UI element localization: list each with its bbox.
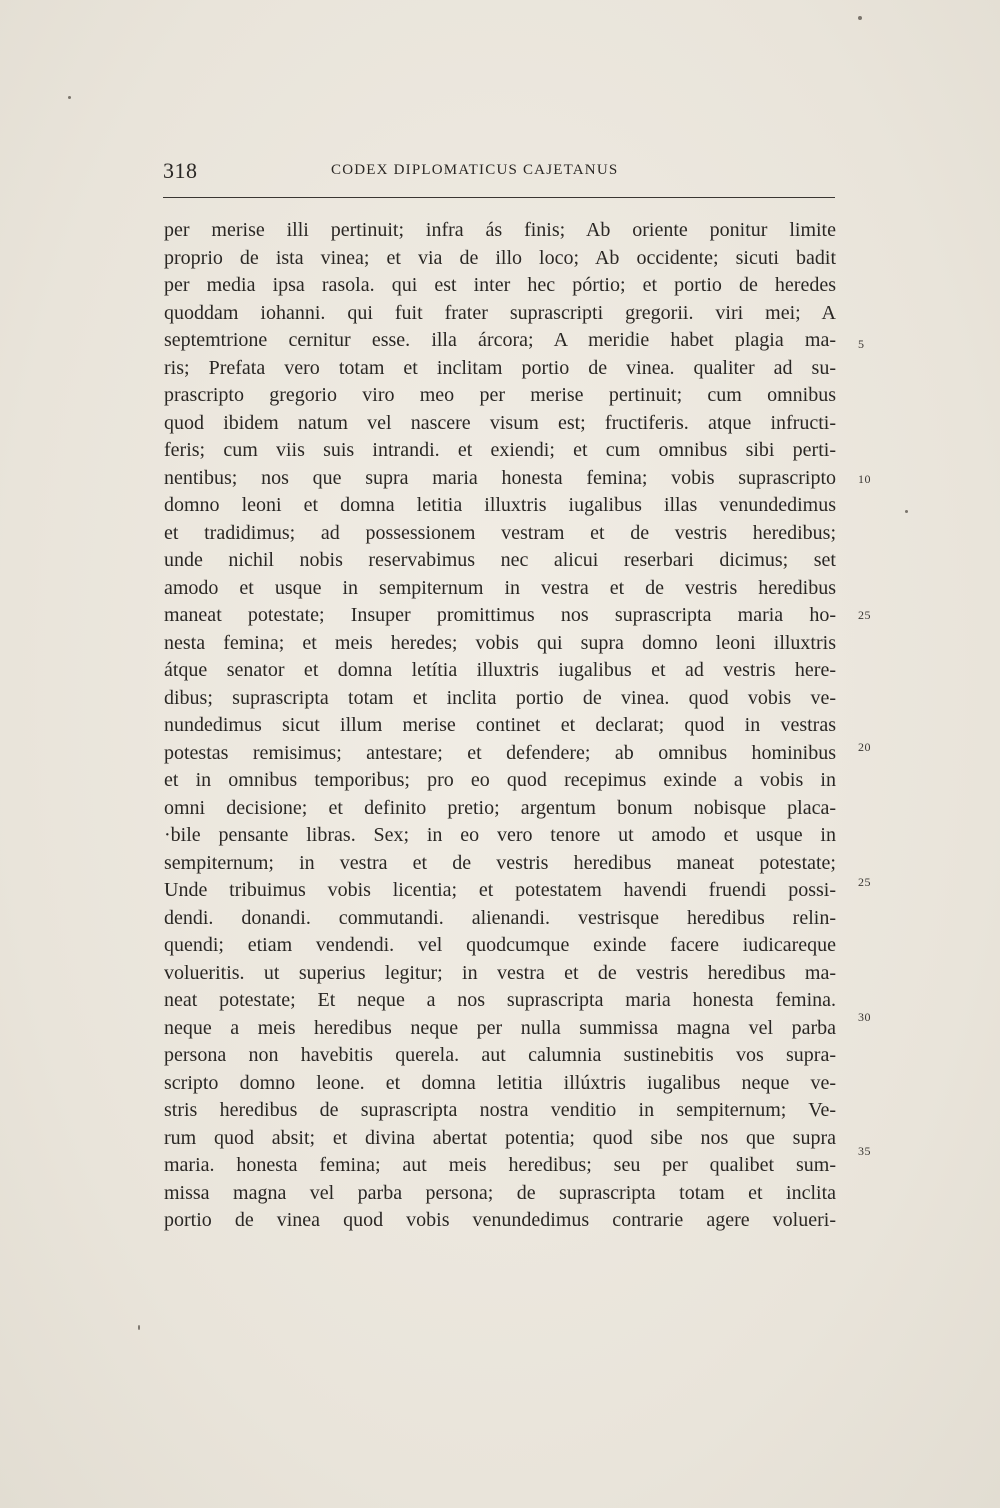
line-number: 25 [858,608,871,622]
text-line: domno leoni et domna letitia illuxtris iugalibus illas venundedimus [164,494,836,516]
text-line: amodo et usque in sempiternum in vestra et de vestris heredibus [164,576,836,599]
text-line: quoddam iohanni. qui fuit frater suprascripti gregorii. viri mei; A [164,301,836,324]
paper-speck [858,16,862,20]
text-line: et tradidimus; ad possessionem vestram et de vestris heredibus; [164,521,836,544]
text-line: maria. honesta femina; aut meis heredibus; seu per qualibet sum- [164,1154,836,1176]
running-title: CODEX DIPLOMATICUS CAJETANUS [331,162,619,178]
text-line: proprio de ista vinea; et via de illo loco; Ab occidente; sicuti badit [164,246,836,269]
text-line: neat potestate; Et neque a nos suprascripta maria honesta femina. [164,989,836,1011]
text-line: ·bile pensante libras. Sex; in eo vero tenore ut amodo et usque in [164,824,836,846]
text-line: dibus; suprascripta totam et inclita portio de vinea. quod vobis ve- [164,686,836,709]
charter-text [164,217,836,1235]
line-number: 25 [858,875,871,889]
text-line: feris; cum viis suis intrandi. et exiendi; et cum omnibus sibi perti- [164,439,836,461]
text-line: quendi; etiam vendendi. vel quodcumque exinde facere iudicareque [164,934,836,956]
text-line: persona non havebitis querela. aut calumnia sustinebitis vos supra- [164,1044,836,1066]
text-line: átque senator et domna letítia illuxtris iugalibus et ad vestris here- [164,659,836,681]
text-line: sempiternum; in vestra et de vestris heredibus maneat potestate; [164,851,836,874]
line-number: 35 [858,1144,871,1158]
text-line: per media ipsa rasola. qui est inter hec pórtio; et portio de heredes [164,274,836,296]
text-line: nundedimus sicut illum merise continet et declarat; quod in vestras [164,714,836,736]
text-line: nesta femina; et meis heredes; vobis qui supra domno leoni illuxtris [164,631,836,654]
text-line: maneat potestate; Insuper promittimus nos suprascripta maria ho- [164,604,836,626]
text-line: Unde tribuimus vobis licentia; et potestatem havendi fruendi possi- [164,879,836,901]
line-number: 20 [858,740,871,754]
text-line: prascripto gregorio viro meo per merise pertinuit; cum omnibus [164,384,836,406]
text-line: neque a meis heredibus neque per nulla summissa magna vel parba [164,1016,836,1039]
paper-speck [138,1325,140,1330]
text-line: scripto domno leone. et domna letitia illúxtris iugalibus neque ve- [164,1071,836,1094]
text-line: potestas remisimus; antestare; et defendere; ab omnibus hominibus [164,741,836,764]
text-line: dendi. donandi. commutandi. alienandi. vestrisque heredibus relin- [164,906,836,929]
text-line: nentibus; nos que supra maria honesta femina; vobis suprascripto [164,466,836,489]
text-line: septemtrione cernitur esse. illa árcora; A meridie habet plagia ma- [164,329,836,351]
text-line: per merise illi pertinuit; infra ás finis; Ab oriente ponitur limite [164,219,836,241]
running-head [163,158,835,188]
text-line: volueritis. ut superius legitur; in vestra et de vestris heredibus ma- [164,961,836,984]
line-number: 30 [858,1010,871,1024]
paper-speck [905,510,908,513]
line-number: 5 [858,337,865,351]
text-line: rum quod absit; et divina abertat potentia; quod sibe nos que supra [164,1126,836,1149]
text-line: missa magna vel parba persona; de suprascripta totam et inclita [164,1181,836,1204]
text-line: stris heredibus de suprascripta nostra venditio in sempiternum; Ve- [164,1099,836,1121]
text-line: omni decisione; et definito pretio; argentum bonum nobisque placa- [164,796,836,819]
page-number: 318 [163,158,198,183]
text-line: et in omnibus temporibus; pro eo quod recepimus exinde a vobis in [164,769,836,791]
paper-speck [68,96,71,99]
line-number: 10 [858,472,871,486]
header-rule [163,197,835,198]
text-line: ris; Prefata vero totam et inclitam portio de vinea. qualiter ad su- [164,356,836,379]
text-line: quod ibidem natum vel nascere visum est; fructiferis. atque infructi- [164,411,836,434]
text-line: portio de vinea quod vobis venundedimus contrarie agere volueri- [164,1209,836,1231]
text-line: unde nichil nobis reservabimus nec alicui reserbari dicimus; set [164,549,836,571]
